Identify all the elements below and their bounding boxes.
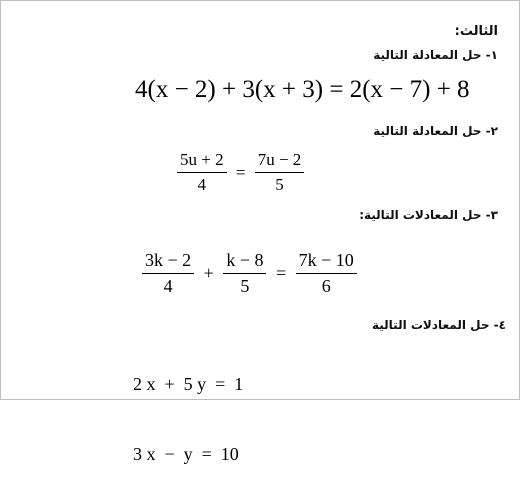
fraction-left-denominator: 4 xyxy=(197,175,207,194)
question-2-label: ٢- حل المعادلة التالية xyxy=(373,124,498,138)
fraction-left-numerator: 5u + 2 xyxy=(177,150,227,173)
equals-sign: = xyxy=(235,162,246,182)
fraction-3-denominator: 6 xyxy=(321,276,331,296)
section-title: الثالث: xyxy=(454,24,498,39)
fraction-1-numerator: 3k − 2 xyxy=(142,250,194,274)
system-equation-1: 2 x + 5 y = 1 xyxy=(133,374,244,394)
question-1-equation: 4(x − 2) + 3(x + 3) = 2(x − 7) + 8 xyxy=(135,76,470,103)
question-1-label: ١- حل المعادلة التالية xyxy=(373,48,498,62)
fraction-2-denominator: 5 xyxy=(240,276,250,296)
question-4-system xyxy=(133,328,243,489)
question-2-equation xyxy=(175,150,306,195)
fraction-2-numerator: k − 8 xyxy=(223,250,266,274)
system-equation-2: 3 x − y = 10 xyxy=(133,444,239,464)
equals-sign: = xyxy=(275,263,287,283)
question-4-label: ٤- حل المعادلات التالية xyxy=(371,318,506,332)
fraction-3 xyxy=(296,250,357,297)
fraction-right-numerator: 7u − 2 xyxy=(255,150,305,173)
fraction-2 xyxy=(223,250,266,297)
fraction-right xyxy=(255,150,305,195)
fraction-left xyxy=(177,150,227,195)
fraction-1-denominator: 4 xyxy=(163,276,173,296)
fraction-1 xyxy=(142,250,194,297)
fraction-right-denominator: 5 xyxy=(275,175,284,194)
fraction-3-numerator: 7k − 10 xyxy=(296,250,357,274)
question-3-equation xyxy=(140,250,359,297)
question-3-label: ٣- حل المعادلات التالية: xyxy=(359,208,498,222)
plus-sign: + xyxy=(203,263,214,283)
